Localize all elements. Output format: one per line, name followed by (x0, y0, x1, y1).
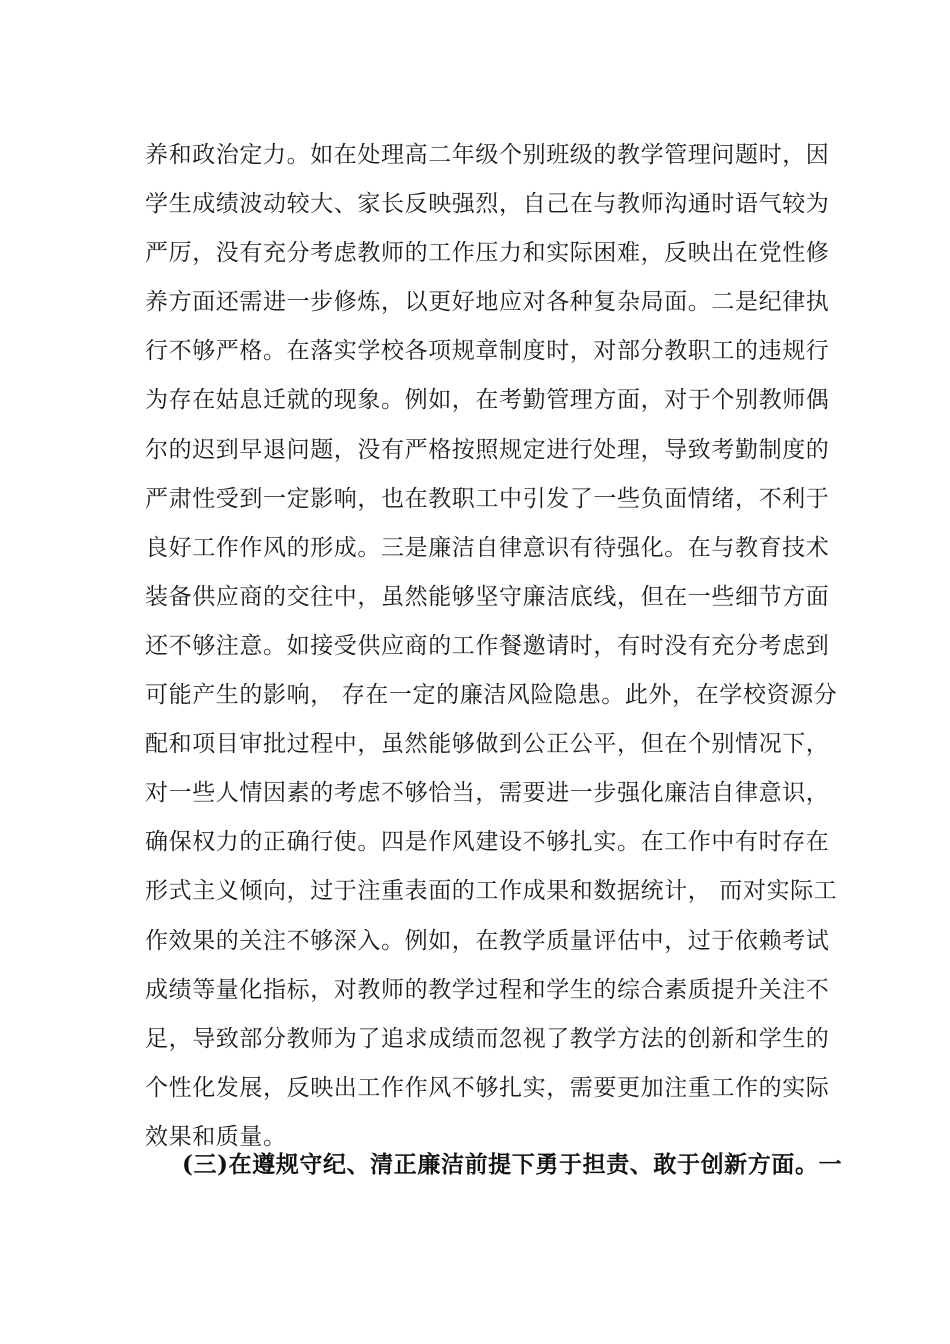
text-line-19: 足，导致部分教师为了追求成绩而忽视了教学方法的创新和学生的 (145, 1025, 830, 1052)
text-line-5: 行不够严格。在落实学校各项规章制度时，对部分教职工的违规行 (145, 338, 830, 365)
section-heading: (三)在遵规守纪、清正廉洁前提下勇于担责、敢于创新方面。一 (182, 1151, 843, 1178)
text-line-7: 尔的迟到早退问题，没有严格按照规定进行处理，导致考勤制度的 (145, 436, 830, 463)
text-line-18: 成绩等量化指标，对教师的教学过程和学生的综合素质提升关注不 (145, 976, 830, 1003)
text-line-2: 学生成绩波动较大、家长反映强烈，自己在与教师沟通时语气较为 (145, 191, 830, 218)
text-line-21: 效果和质量。 (145, 1123, 287, 1150)
body-paragraph (145, 131, 838, 1162)
text-line-4: 养方面还需进一步修炼，以更好地应对各种复杂局面。二是纪律执 (145, 289, 830, 316)
text-line-17: 作效果的关注不够深入。例如，在教学质量评估中，过于依赖考试 (145, 927, 830, 954)
text-line-9: 良好工作作风的形成。三是廉洁自律意识有待强化。在与教育技术 (145, 534, 830, 561)
text-line-16: 形式主义倾向，过于注重表面的工作成果和数据统计， 而对实际工 (145, 878, 838, 905)
text-line-8: 严肃性受到一定影响，也在教职工中引发了一些负面情绪，不利于 (145, 485, 830, 512)
text-line-3: 严厉，没有充分考虑教师的工作压力和实际困难，反映出在党性修 (145, 240, 830, 267)
text-line-1: 养和政治定力。如在处理高二年级个别班级的教学管理问题时，因 (145, 142, 830, 168)
text-line-20: 个性化发展，反映出工作作风不够扎实，需要更加注重工作的实际 (145, 1074, 830, 1101)
text-line-15: 确保权力的正确行使。四是作风建设不够扎实。在工作中有时存在 (145, 829, 830, 856)
text-line-11: 还不够注意。如接受供应商的工作餐邀请时，有时没有充分考虑到 (145, 632, 830, 659)
text-line-14: 对一些人情因素的考虑不够恰当，需要进一步强化廉洁自律意识， (145, 780, 830, 807)
text-line-12: 可能产生的影响， 存在一定的廉洁风险隐患。此外，在学校资源分 (145, 682, 838, 709)
text-line-6: 为存在姑息迁就的现象。例如，在考勤管理方面，对于个别教师偶 (145, 387, 830, 414)
text-line-10: 装备供应商的交往中，虽然能够坚守廉洁底线，但在一些细节方面 (145, 583, 830, 610)
text-line-13: 配和项目审批过程中，虽然能够做到公正公平，但在个别情况下， (145, 731, 830, 758)
